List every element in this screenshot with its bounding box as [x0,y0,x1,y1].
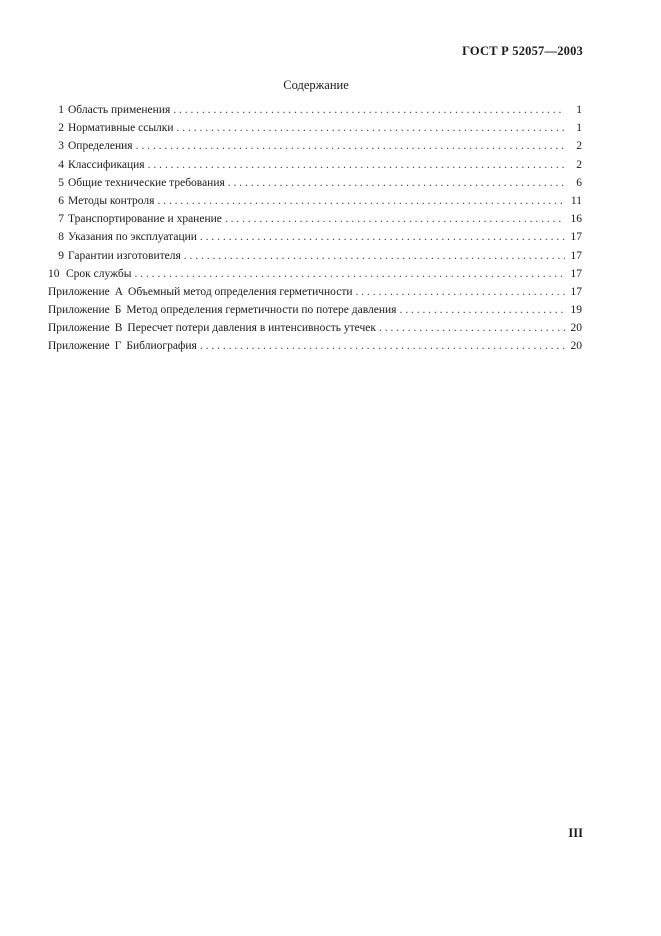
toc-leader-dots [356,283,566,301]
toc-appendix-entry[interactable] [48,337,582,355]
appendix-page: 20 [570,322,582,335]
toc-entry[interactable] [48,192,582,210]
page-number: III [568,826,583,840]
appendix-prefix: Приложение [48,285,110,298]
toc-entry-label: Методы контроля [68,194,155,207]
appendix-page: 20 [570,340,582,353]
appendix-letter: Г [114,340,122,353]
appendix-label: Метод определения герметичности по потере давления [126,304,397,317]
toc-entry-page: 2 [576,140,582,153]
toc-entry-label: Нормативные ссылки [68,122,174,135]
appendix-letter: Б [114,304,122,317]
toc-entry-label: Область применения [68,104,171,116]
table-of-contents [48,101,582,356]
toc-leader-dots [134,265,565,283]
toc-entry[interactable] [48,228,582,246]
toc-leader-dots [200,337,565,355]
appendix-prefix: Приложение [48,340,110,353]
toc-entry[interactable] [48,247,582,265]
toc-entry[interactable] [48,119,582,137]
toc-leader-dots [177,119,565,137]
toc-leader-dots [173,101,565,119]
toc-entry-page: 17 [570,267,582,280]
appendix-label: Библиография [126,340,197,353]
toc-entry-number: 4 [58,158,64,171]
toc-entry-label: Срок службы [66,267,132,280]
toc-entry-page: 2 [576,158,582,171]
toc-entry-page: 1 [576,122,582,135]
toc-leader-dots [379,319,565,337]
toc-entry-number: 7 [58,213,64,226]
toc-entry-label: Указания по эксплуатации [68,231,197,244]
toc-title: Содержание [283,78,349,92]
toc-entry-page: 17 [570,249,582,262]
toc-entry[interactable] [48,210,582,228]
appendix-letter: А [114,285,124,298]
toc-entry-label: Определения [68,140,133,153]
appendix-prefix: Приложение [48,304,110,317]
toc-entry-number: 6 [58,194,64,207]
appendix-label: Пересчет потери давления в интенсивность утечек [127,322,376,335]
toc-entry[interactable] [48,174,582,192]
toc-entry[interactable] [48,101,582,119]
toc-entry-number: 3 [58,140,64,153]
document-id-header: ГОСТ Р 52057—2003 [462,44,583,58]
toc-entry-number: 1 [58,104,64,116]
appendix-page: 19 [570,304,582,317]
toc-entry-number: 10 [48,267,60,280]
toc-entry-number: 2 [58,122,64,135]
toc-appendix-entry[interactable] [48,319,582,337]
toc-entry-label: Классификация [68,158,145,171]
toc-entry-label: Гарантии изготовителя [68,249,181,262]
toc-entry-label: Общие технические требования [68,176,225,189]
toc-entry-number: 9 [58,249,64,262]
toc-leader-dots [148,156,565,174]
toc-entry-page: 17 [570,231,582,244]
appendix-prefix: Приложение [48,322,110,335]
appendix-label: Объемный метод определения герметичности [128,285,353,298]
toc-leader-dots [136,137,565,155]
toc-entry-page: 1 [576,104,582,116]
toc-entry-page: 16 [570,213,582,226]
toc-leader-dots [225,210,565,228]
toc-entry-page: 6 [576,176,582,189]
appendix-page: 17 [570,285,582,298]
toc-entry-number: 5 [58,176,64,189]
toc-entry-number: 8 [58,231,64,244]
toc-entry-label: Транспортирование и хранение [68,213,222,226]
toc-entry[interactable] [48,265,582,283]
toc-appendix-entry[interactable] [48,301,582,319]
appendix-letter: В [114,322,123,335]
toc-leader-dots [399,301,565,319]
toc-leader-dots [228,174,565,192]
toc-appendix-entry[interactable] [48,283,582,301]
toc-entry-page: 11 [570,194,582,207]
toc-entry[interactable] [48,156,582,174]
toc-entry[interactable] [48,137,582,155]
toc-leader-dots [200,228,565,246]
toc-leader-dots [157,192,565,210]
toc-leader-dots [184,247,565,265]
